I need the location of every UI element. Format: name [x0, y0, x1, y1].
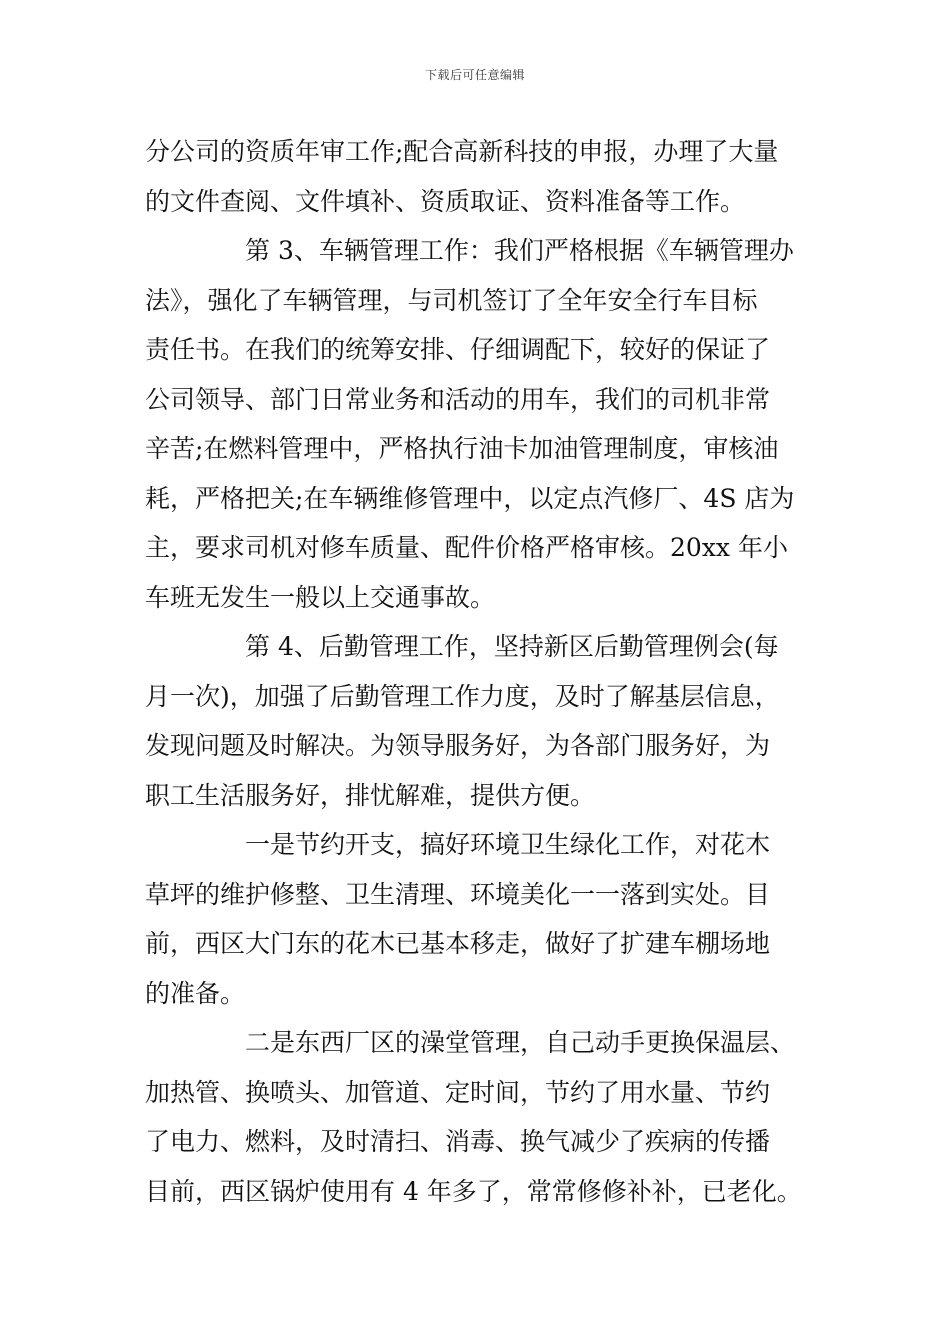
text-line: 的准备。 [145, 978, 246, 1008]
paragraph-start-line: 第 3、车辆管理工作：我们严格根据《车辆管理办 [245, 236, 794, 265]
text-line: 的文件查阅、文件填补、资质取证、资料准备等工作。 [145, 186, 746, 216]
text-line: 加热管、换喷头、加管道、定时间，节约了用水量、节约 [145, 1077, 771, 1107]
text-line: 主，要求司机对修车质量、配件价格严格审核。20xx 年小 [145, 533, 788, 562]
text-line: 公司领导、部门日常业务和活动的用车，我们的司机非常 [145, 384, 771, 414]
text-line: 分公司的资质年审工作;配合高新科技的申报，办理了大量 [145, 137, 779, 166]
text-line: 耗，严格把关;在车辆维修管理中，以定点汽修厂、4S 店为 [145, 483, 795, 513]
text-line: 发现问题及时解决。为领导服务好，为各部门服务好，为 [145, 731, 771, 760]
text-line: 车班无发生一般以上交通事故。 [145, 582, 496, 612]
text-line: 目前，西区锅炉使用有 4 年多了，常常修修补补，已老化。 [145, 1176, 802, 1206]
document-body [145, 127, 835, 1216]
text-line: 辛苦;在燃料管理中，严格执行油卡加油管理制度，审核油 [145, 434, 779, 463]
paragraph-start-line: 一是节约开支，搞好环境卫生绿化工作，对花木 [245, 830, 771, 859]
page-header: 下载后可任意编辑 [424, 68, 525, 82]
paragraph-start-line: 第 4、后勤管理工作，坚持新区后勤管理例会(每 [245, 632, 779, 661]
paragraph-start-line: 二是东西厂区的澡堂管理，自己动手更换保温层、 [245, 1028, 796, 1057]
text-line: 月一次)，加强了后勤管理工作力度，及时了解基层信息， [145, 681, 780, 711]
text-line: 法》，强化了车辆管理，与司机签订了全年安全行车目标 [145, 285, 758, 315]
text-line: 责任书。在我们的统筹安排、仔细调配下，较好的保证了 [145, 335, 771, 364]
text-line: 草坪的维护修整、卫生清理、环境美化一一落到实处。目 [145, 879, 771, 909]
text-line: 了电力、燃料，及时清扫、消毒、换气减少了疾病的传播 [145, 1127, 771, 1156]
text-line: 前，西区大门东的花木已基本移走，做好了扩建车棚场地 [145, 929, 771, 958]
text-line: 职工生活服务好，排忧解难，提供方便。 [145, 780, 596, 810]
